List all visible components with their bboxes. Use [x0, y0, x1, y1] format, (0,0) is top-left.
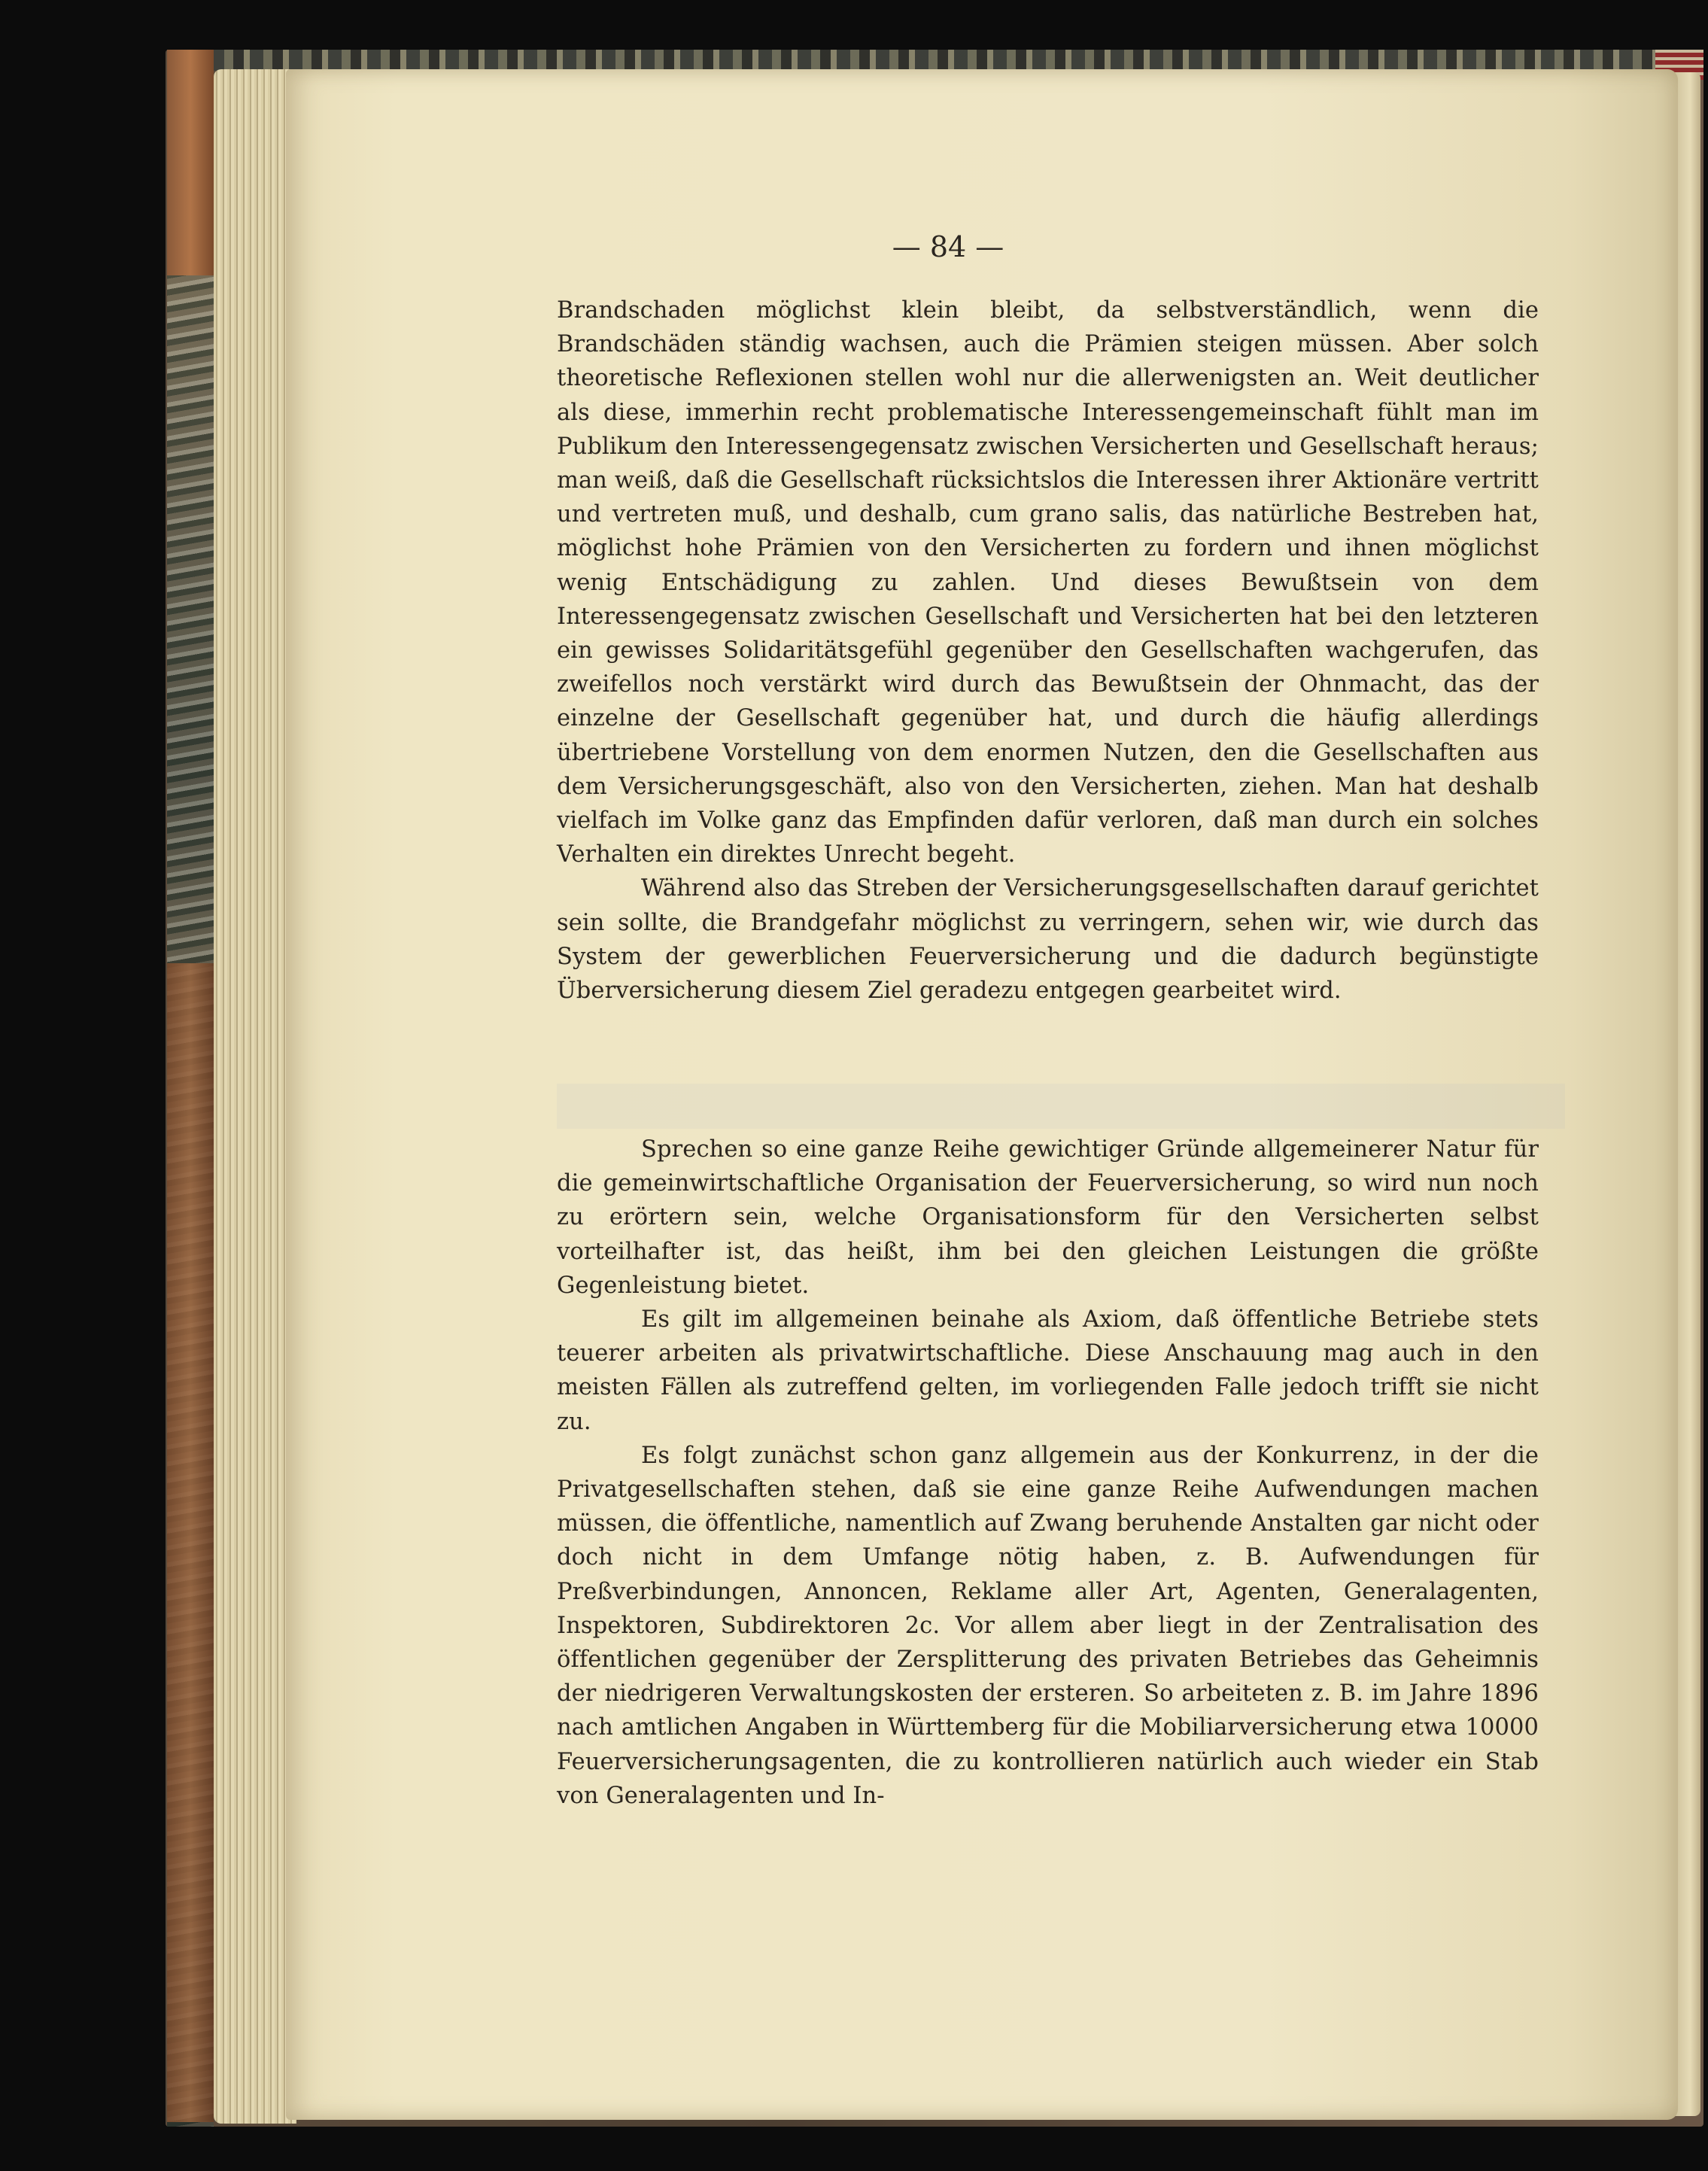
paper-stain	[557, 1084, 1565, 1129]
page-stack	[214, 69, 296, 2124]
paragraph: Brandschaden möglichst klein bleibt, da selbstverständlich, wenn die Brandschäden ständig wachsen, auch die Prämien steigen müssen. Aber solch theoretische Reflexionen stellen wohl nur die allerwenigsten an. Weit deutlicher als diese, immerhin recht problematische Interessengemeinschaft fühlt man im Publikum den Interessengegensatz zwischen Versicherten und Gesellschaft heraus; man weiß, daß die Gesellschaft rücksichtslos die Interessen ihrer Aktionäre vertritt und vertreten muß, und deshalb, cum grano salis, das natürliche Bestreben hat, möglichst hohe Prämien von den Versicherten zu fordern und ihnen möglichst wenig Entschädigung zu zahlen. Und dieses Bewußtsein von dem Interessengegensatz zwischen Gesellschaft und Versicherten hat bei den letzteren ein gewisses Solidaritätsgefühl gegenüber den Gesellschaften wachgerufen, das zweifellos noch verstärkt wird durch das Bewußtsein der Ohnmacht, das der einzelne der Gesellschaft gegenüber hat, und durch die häufig allerdings übertriebene Vorstellung von dem enormen Nutzen, den die Gesellschaften aus dem Versicherungsgeschäft, also von den Versicherten, ziehen. Man hat deshalb vielfach im Volke ganz das Empfinden dafür verloren, daß man durch ein solches Verhalten ein direktes Unrecht begeht.	[557, 297, 1539, 868]
text-section-1	[557, 293, 1539, 1008]
paragraph: Es folgt zunächst schon ganz allgemein aus der Konkurrenz, in der die Privatgesellschaften stehen, daß sie eine ganze Reihe Aufwendungen machen müssen, die öffentliche, namentlich auf Zwang beruhende Anstalten gar nicht oder doch nicht in dem Umfange nötig haben, z. B. Aufwendungen für Preßverbindungen, Annoncen, Reklame aller Art, Agenten, Generalagenten, Inspektoren, Subdirektoren 2c. Vor allem aber liegt in der Zentralisation des öffentlichen gegenüber der Zersplitterung des privaten Betriebes das Geheimnis der niedrigeren Verwaltungskosten der ersteren. So arbeiteten z. B. im Jahre 1896 nach amtlichen Angaben in Württemberg für die Mobiliarversicherung etwa 10000 Feuerversicherungsagenten, die zu kontrollieren natürlich auch wieder ein Stab von Generalagenten und In-	[557, 1442, 1539, 1809]
paragraph: Während also das Streben der Versicherungsgesellschaften darauf gerichtet sein sollte, die Brandgefahr möglichst zu verringern, sehen wir, wie durch das System der gewerblichen Feuerversicherung und die dadurch begünstigte Überversicherung diesem Ziel geradezu entgegen gearbeitet wird.	[557, 875, 1539, 1005]
facing-page-edge	[1675, 72, 1700, 2116]
page-number: — 84 —	[892, 230, 1004, 263]
marbled-top-edge	[211, 50, 1700, 71]
paragraph: Es gilt im allgemeinen beinahe als Axiom, daß öffentliche Betriebe stets teuerer arbeiten als privatwirtschaftliche. Diese Anschauung mag auch in den meisten Fällen als zutreffend gelten, im vorliegenden Falle jedoch trifft sie nicht zu.	[557, 1306, 1539, 1435]
text-section-2	[557, 1133, 1539, 1813]
paragraph: Sprechen so eine ganze Reihe gewichtiger Gründe allgemeinerer Natur für die gemeinwirtschaftliche Organisation der Feuerversicherung, so wird nun noch zu erörtern sein, welche Organisationsform für den Versicherten selbst vorteilhafter ist, das heißt, ihm bei den gleichen Leistungen die größte Gegenleistung bietet.	[557, 1136, 1539, 1299]
leather-spine-top	[167, 50, 214, 275]
leather-spine-bottom	[167, 963, 214, 2122]
